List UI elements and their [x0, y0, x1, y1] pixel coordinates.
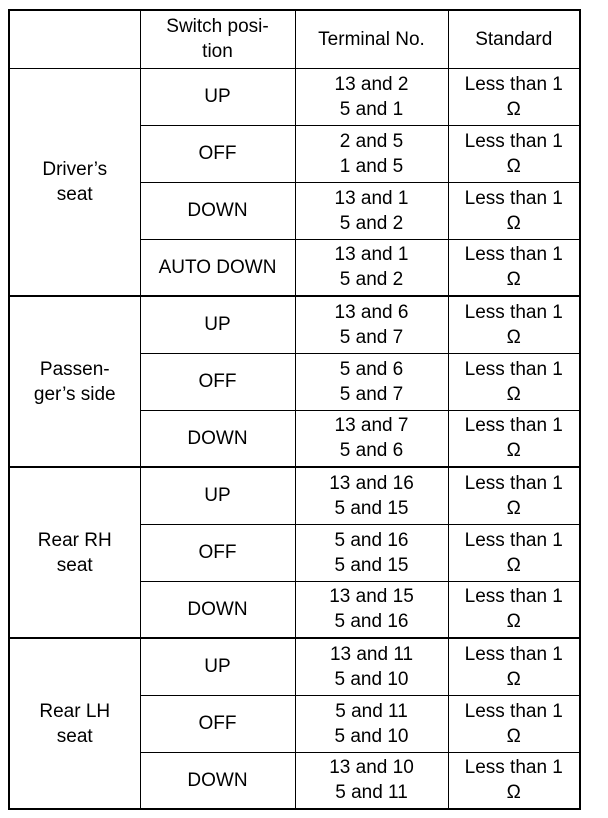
header-standard: Standard [448, 10, 580, 68]
seat-group-label [9, 467, 140, 638]
table-row [9, 638, 580, 695]
switch-position-cell: AUTO DOWN [140, 239, 295, 296]
terminal-line1: 5 and 6 [339, 358, 404, 380]
switch-position-cell: UP [140, 638, 295, 695]
header-row [9, 10, 580, 68]
terminal-cell [295, 524, 448, 581]
terminal-cell [295, 410, 448, 467]
standard-line1: Less than 1 [464, 244, 563, 266]
terminal-line1: 13 and 1 [334, 244, 409, 266]
terminal-line2: 5 and 2 [339, 269, 404, 291]
terminal-line2: 5 and 2 [339, 212, 404, 234]
terminal-line2: 5 and 7 [339, 326, 404, 348]
standard-cell [448, 467, 580, 524]
standard-line1: Less than 1 [464, 586, 563, 608]
seat-label-line1: Driver’s [42, 158, 108, 180]
terminal-line2: 5 and 6 [339, 440, 404, 462]
standard-line2: Ω [506, 98, 521, 120]
standard-line1: Less than 1 [464, 358, 563, 380]
terminal-line1: 13 and 11 [329, 643, 414, 665]
seat-label-line1: Rear LH [39, 700, 111, 722]
standard-line2: Ω [506, 155, 521, 177]
terminal-line2: 5 and 1 [339, 98, 404, 120]
terminal-line2: 1 and 5 [339, 155, 404, 177]
terminal-cell [295, 752, 448, 809]
terminal-line1: 13 and 6 [334, 301, 409, 323]
terminal-line1: 13 and 10 [329, 757, 414, 779]
seat-label-line2: ger’s side [33, 383, 116, 405]
switch-position-cell: OFF [140, 353, 295, 410]
standard-cell [448, 410, 580, 467]
seat-label-line2: seat [56, 554, 93, 576]
standard-cell [448, 638, 580, 695]
terminal-line2: 5 and 11 [335, 782, 408, 804]
standard-cell [448, 125, 580, 182]
seat-group-label [9, 68, 140, 296]
standard-line1: Less than 1 [464, 415, 563, 437]
standard-cell [448, 524, 580, 581]
header-seat [9, 10, 140, 68]
standard-line2: Ω [506, 326, 521, 348]
terminal-line1: 5 and 16 [334, 529, 409, 551]
standard-line2: Ω [506, 383, 521, 405]
table-body [9, 68, 580, 809]
standard-line2: Ω [506, 440, 521, 462]
terminal-line2: 5 and 15 [334, 554, 409, 576]
standard-line2: Ω [506, 554, 521, 576]
standard-line1: Less than 1 [464, 529, 563, 551]
switch-position-cell: UP [140, 296, 295, 353]
terminal-line1: 5 and 11 [335, 700, 408, 722]
standard-line2: Ω [506, 212, 521, 234]
standard-cell [448, 752, 580, 809]
seat-label-line2: seat [56, 725, 93, 747]
terminal-cell [295, 581, 448, 638]
terminal-line1: 13 and 15 [329, 586, 414, 608]
terminal-line1: 13 and 16 [329, 472, 414, 494]
standard-line2: Ω [506, 497, 521, 519]
switch-position-cell: OFF [140, 524, 295, 581]
terminal-cell [295, 353, 448, 410]
standard-cell [448, 296, 580, 353]
terminal-cell [295, 467, 448, 524]
terminal-line2: 5 and 10 [334, 725, 409, 747]
terminal-cell [295, 695, 448, 752]
switch-position-cell: OFF [140, 125, 295, 182]
standard-line2: Ω [506, 725, 521, 747]
terminal-cell [295, 638, 448, 695]
terminal-cell [295, 68, 448, 125]
standard-line1: Less than 1 [464, 301, 563, 323]
switch-continuity-table [8, 9, 581, 810]
switch-position-cell: DOWN [140, 752, 295, 809]
terminal-line1: 13 and 2 [334, 73, 409, 95]
standard-line2: Ω [506, 782, 521, 804]
terminal-line2: 5 and 15 [334, 497, 409, 519]
standard-line1: Less than 1 [464, 757, 563, 779]
terminal-cell [295, 296, 448, 353]
standard-cell [448, 695, 580, 752]
seat-label-line1: Passen- [39, 358, 110, 380]
standard-cell [448, 182, 580, 239]
standard-line2: Ω [506, 668, 521, 690]
standard-cell [448, 68, 580, 125]
terminal-line2: 5 and 16 [334, 611, 409, 633]
table-header [9, 10, 580, 68]
terminal-cell [295, 125, 448, 182]
terminal-cell [295, 239, 448, 296]
header-terminal-no: Terminal No. [295, 10, 448, 68]
switch-position-cell: DOWN [140, 410, 295, 467]
terminal-line1: 13 and 7 [334, 415, 409, 437]
terminal-line2: 5 and 10 [334, 668, 409, 690]
seat-group-label [9, 638, 140, 809]
switch-position-cell: OFF [140, 695, 295, 752]
terminal-line1: 13 and 1 [334, 187, 409, 209]
standard-line1: Less than 1 [464, 187, 563, 209]
standard-line2: Ω [506, 269, 521, 291]
seat-label-line1: Rear RH [37, 529, 112, 551]
standard-line1: Less than 1 [464, 643, 563, 665]
terminal-line2: 5 and 7 [339, 383, 404, 405]
header-switch-position-line1: Switch posi- [166, 16, 269, 38]
standard-line2: Ω [506, 611, 521, 633]
table-row [9, 68, 580, 125]
seat-group-label [9, 296, 140, 467]
standard-cell [448, 239, 580, 296]
switch-position-cell: UP [140, 467, 295, 524]
standard-line1: Less than 1 [464, 73, 563, 95]
standard-line1: Less than 1 [464, 472, 563, 494]
switch-position-cell: UP [140, 68, 295, 125]
switch-position-cell: DOWN [140, 581, 295, 638]
table-row [9, 296, 580, 353]
seat-label-line2: seat [56, 183, 93, 205]
standard-cell [448, 353, 580, 410]
terminal-cell [295, 182, 448, 239]
standard-line1: Less than 1 [464, 130, 563, 152]
standard-line1: Less than 1 [464, 700, 563, 722]
switch-position-cell: DOWN [140, 182, 295, 239]
terminal-line1: 2 and 5 [339, 130, 404, 152]
header-switch-position-line2: tion [202, 41, 233, 63]
header-switch-position [140, 10, 295, 68]
standard-cell [448, 581, 580, 638]
table-row [9, 467, 580, 524]
